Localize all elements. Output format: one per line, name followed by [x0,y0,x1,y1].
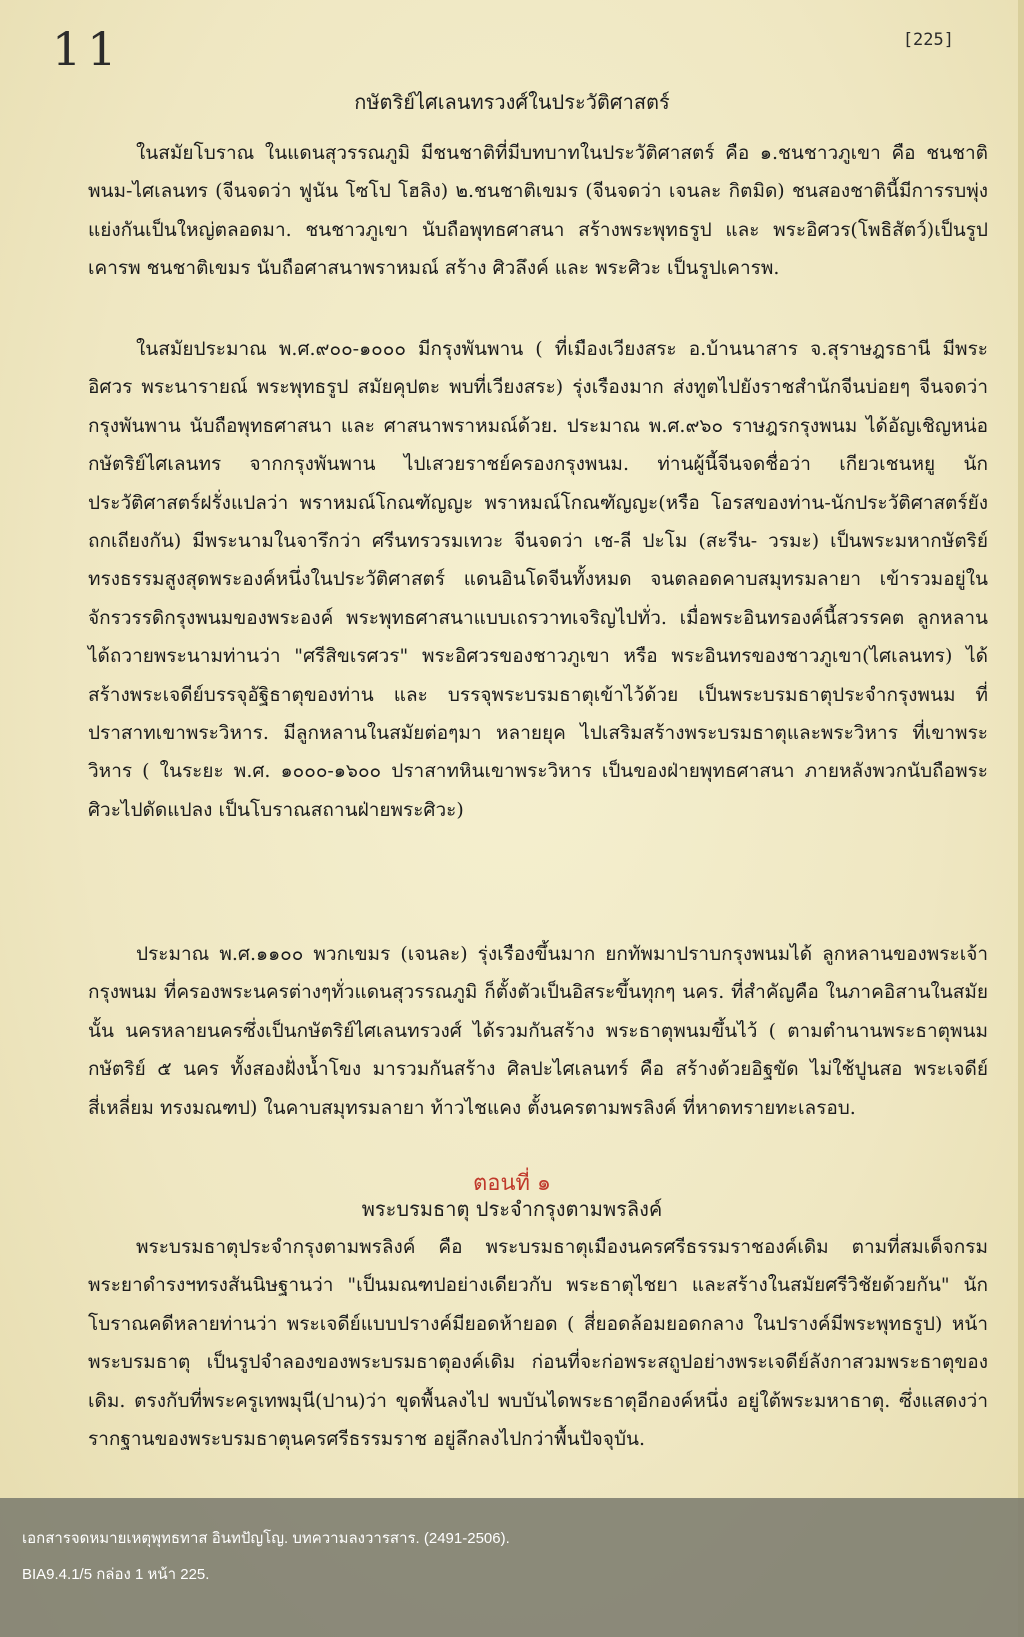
paragraph-2-text: ในสมัยประมาณ พ.ศ.๙๐๐-๑๐๐๐ มีกรุงพันพาน ( ที่เมืองเวียงสระ อ.บ้านนาสาร จ.สุราษฎรธานี มีพระอิศวร พระนารายณ์ พระพุทธรูป สมัยคุปตะ พบที่เวียงสระ) รุ่งเรืองมาก ส่งทูตไปยังราชสำนักจีนบ่อยๆ จีนจดว่า กรุงพันพาน นับถือพุทธศาสนา และ ศาสนาพราหมณ์ด้วย. ประมาณ พ.ศ.๙๖๐ ราษฎรกรุงพนม ได้อัญเชิญหน่อกษัตริย์ไศเลนทร จากกรุงพันพาน ไปเสวยราชย์ครองกรุงพนม. ท่านผู้นี้จีนจดชื่อว่า เกียวเชนหยู นักประวัติศาสตร์ฝรั่งแปลว่า พราหมณ์โกณฑัญญะ พราหมณ์โกณฑัญญะ(หรือ โอรสของท่าน-นักประวัติศาสตร์ยังถกเถียงกัน) มีพระนามในจารึกว่า ศรีนทรวรมเทวะ จีนจดว่า เช-ลี ปะโม (สะรีน- วรมะ) เป็นพระมหากษัตริย์ทรงธรรมสูงสุดพระองค์หนึ่งในประวัติศาสตร์ แดนอินโดจีนทั้งหมด จนตลอดคาบสมุทรมลายา เข้ารวมอยู่ในจักรวรรดิกรุงพนมของพระองค์ พระพุทธศาสนาแบบเถรวาทเจริญไปทั่ว. เมื่อพระอินทรองค์นี้สวรรคต ลูกหลานได้ถวายพระนามท่านว่า "ศรีสิขเรศวร" พระอิศวรของชาวภูเขา หรือ พระอินทรของชาวภูเขา(ไศเลนทร) ได้สร้างพระเจดีย์บรรจุอัฐิธาตุของท่าน และ บรรจุพระบรมธาตุเข้าไว้ด้วย เป็นพระบรมธาตุประจำกรุงพนม ที่ปราสาทเขาพระวิหาร. มีลูกหลานในสมัยต่อๆมา หลายยุค ไปเสริมสร้างพระบรมธาตุและพระวิหาร ที่เขาพระวิหาร ( ในระยะ พ.ศ. ๑๐๐๐-๑๖๐๐ ปราสาทหินเขาพระวิหาร เป็นของฝ่ายพุทธศาสนา ภายหลังพวกนับถือพระศิวะไปดัดแปลง เป็นโบราณสถานฝ่ายพระศิวะ) [88,338,988,821]
handwritten-margin-mark: 11 [52,22,123,76]
archive-caption-bar [0,1498,1024,1637]
caption-source: เอกสารจดหมายเหตุพุทธทาส อินทปัญโญ. บทความลงวารสาร. (2491-2506). [22,1530,510,1547]
document-title: กษัตริย์ไศเลนทรวงศ์ในประวัติศาสตร์ [354,90,670,114]
caption-reference: BIA9.4.1/5 กล่อง 1 หน้า 225. [22,1566,210,1583]
paragraph-1 [88,134,988,288]
handwritten-section-note: ตอนที่ ๑ [473,1171,551,1196]
section-title: พระบรมธาตุ ประจำกรุงตามพรลิงค์ [361,1197,663,1221]
paragraph-3-text: ประมาณ พ.ศ.๑๑๐๐ พวกเขมร (เจนละ) รุ่งเรืองขึ้นมาก ยกทัพมาปราบกรุงพนมได้ ลูกหลานของพระเจ้ากรุงพนม ที่ครองพระนครต่างๆทั่วแดนสุวรรณภูมิ ก็ตั้งตัวเป็นอิสระขึ้นทุกๆ นคร. ที่สำคัญคือ ในภาคอิสานในสมัยนั้น นครหลายนครซึ่งเป็นกษัตริย์ไศเลนทรวงศ์ ได้รวมกันสร้าง พระธาตุพนมขึ้นไว้ ( ตามตำนานพระธาตุพนม กษัตริย์ ๕ นคร ทั้งสองฝั่งน้ำโขง มารวมกันสร้าง ศิลปะไศเลนทร์ คือ สร้างด้วยอิฐขัด ไม่ใช้ปูนสอ พระเจดีย์สี่เหลี่ยม ทรงมณฑป) ในคาบสมุทรมลายา ท้าวไชแคง ตั้งนครตามพรลิงค์ ที่หาดทรายทะเลรอบ. [88,943,988,1119]
paper-edge [1018,0,1024,1637]
paragraph-1-text: ในสมัยโบราณ ในแดนสุวรรณภูมิ มีชนชาติที่มีบทบาทในประวัติศาสตร์ คือ ๑.ชนชาวภูเขา คือ ชนชาติ พนม-ไศเลนทร (จีนจดว่า ฟูนัน โซโป โฮลิง) ๒.ชนชาติเขมร (จีนจดว่า เจนละ กิตมิด) ชนสองชาตินี้มีการรบพุ่งแย่งกันเป็นใหญ่ตลอดมา. ชนชาวภูเขา นับถือพุทธศาสนา สร้างพระพุทธรูป และ พระอิศวร(โพธิสัตว์)เป็นรูปเคารพ ชนชาติเขมร นับถือศาสนาพราหมณ์ สร้าง ศิวลึงค์ และ พระศิวะ เป็นรูปเคารพ. [88,142,988,280]
paragraph-2 [88,330,988,829]
section-paragraph [88,1228,988,1458]
paragraph-3 [88,935,988,1127]
section-paragraph-text: พระบรมธาตุประจำกรุงตามพรลิงค์ คือ พระบรมธาตุเมืองนครศรีธรรมราชองค์เดิม ตามที่สมเด็จกรมพระยาดำรงฯทรงสันนิษฐานว่า "เป็นมณฑปอย่างเดียวกับ พระธาตุไชยา และสร้างในสมัยศรีวิชัยด้วยกัน" นักโบราณคดีหลายท่านว่า พระเจดีย์แบบปรางค์มียอดห้ายอด ( สี่ยอดล้อมยอดกลาง ในปรางค์มีพระพุทธรูป) หน้าพระบรมธาตุ เป็นรูปจำลองของพระบรมธาตุองค์เดิม ก่อนที่จะก่อพระสถูปอย่างพระเจดีย์ลังกาสวมพระธาตุของเดิม. ตรงกับที่พระครูเทพมุนี(ปาน)ว่า ขุดพื้นลงไป พบบันไดพระธาตุอีกองค์หนึ่ง อยู่ใต้พระมหาธาตุ. ซึ่งแสดงว่า รากฐานของพระบรมธาตุนครศรีธรรมราช อยู่ลึกลงไปกว่าพื้นปัจจุบัน. [88,1236,988,1451]
page-number: [225] [902,30,954,50]
